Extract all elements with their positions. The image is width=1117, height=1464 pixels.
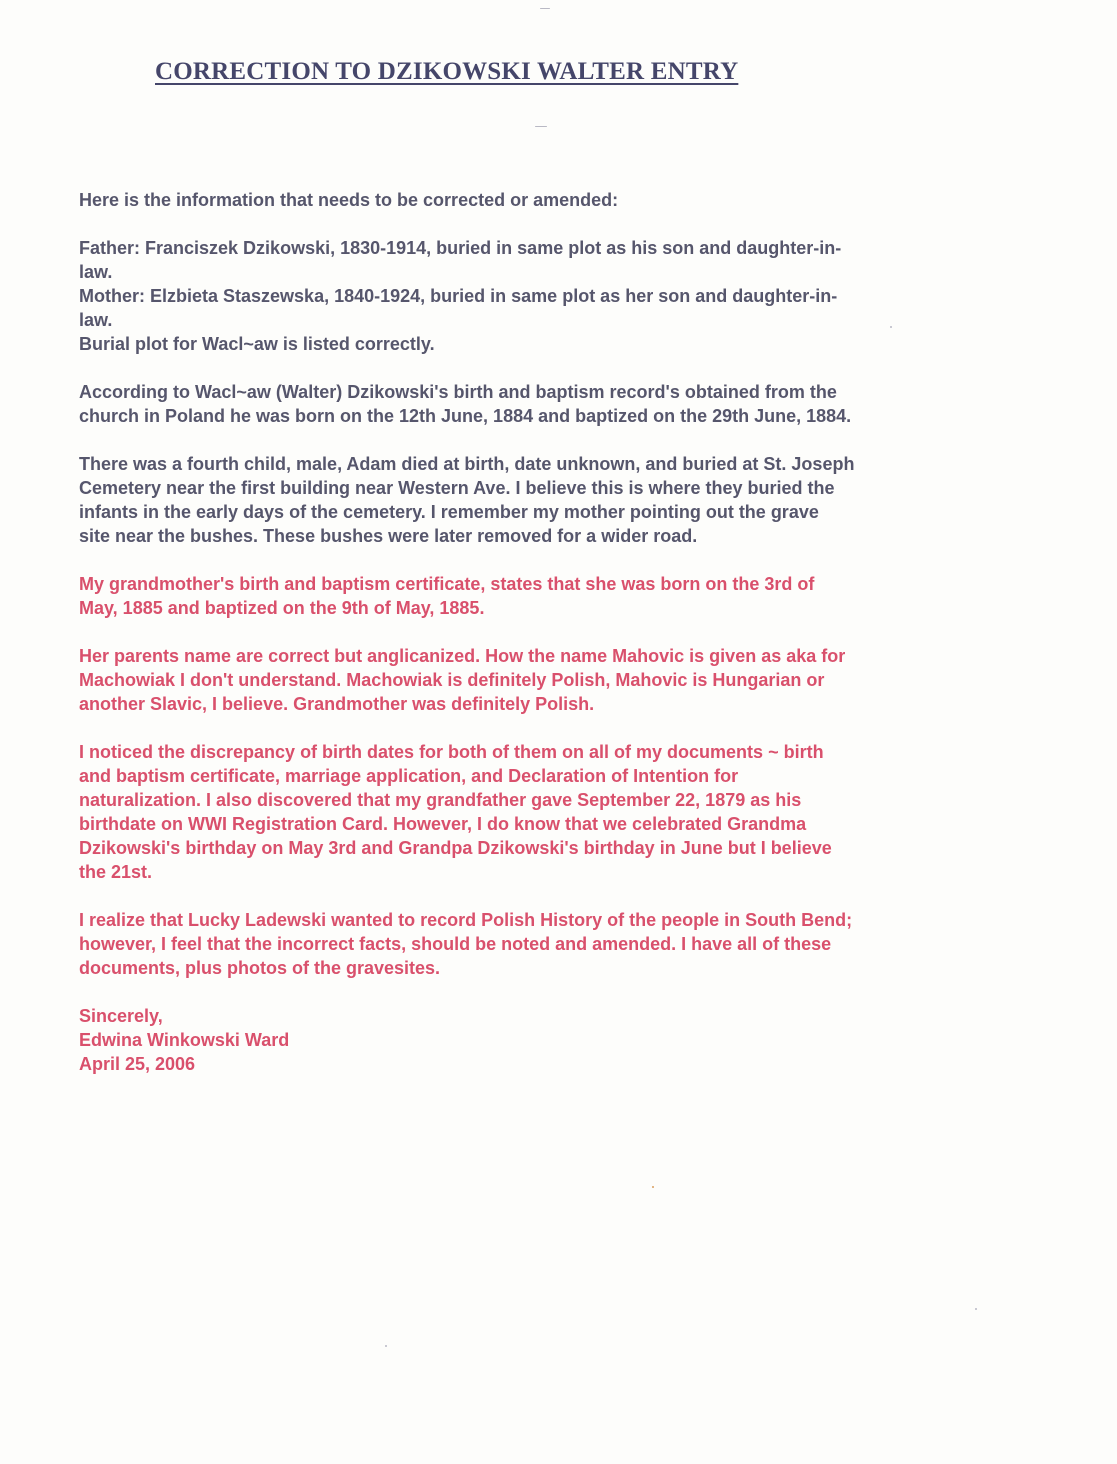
paragraph — [79, 380, 984, 428]
paragraph-line: however, I feel that the incorrect facts, should be noted and amended. I have all of these — [79, 934, 832, 954]
document-title: CORRECTION TO DZIKOWSKI WALTER ENTRY — [155, 58, 739, 85]
scan-speck — [975, 1308, 977, 1310]
letter-body — [79, 188, 984, 1076]
paragraph-gap — [79, 716, 984, 740]
paragraph-gap — [79, 428, 984, 452]
paragraph-line: Sincerely, — [79, 1006, 163, 1026]
paragraph-line: Edwina Winkowski Ward — [79, 1030, 290, 1050]
paragraph-line: April 25, 2006 — [79, 1054, 196, 1074]
paragraph-line: church in Poland he was born on the 12th June, 1884 and baptized on the 29th June, 1884. — [79, 406, 852, 426]
paragraph-gap — [79, 212, 984, 236]
paragraph-line: documents, plus photos of the gravesites. — [79, 958, 441, 978]
paragraph — [79, 452, 984, 548]
paragraph-line: site near the bushes. These bushes were later removed for a wider road. — [79, 526, 698, 546]
paragraph-line: Dzikowski's birthday on May 3rd and Grandpa Dzikowski's birthday in June but I believe — [79, 838, 832, 858]
paragraph-line: Here is the information that needs to be corrected or amended: — [79, 190, 619, 210]
paragraph — [79, 908, 984, 980]
paragraph — [79, 644, 984, 716]
paragraph-line: another Slavic, I believe. Grandmother was definitely Polish. — [79, 694, 595, 714]
paragraph-gap — [79, 884, 984, 908]
paragraph-line: My grandmother's birth and baptism certificate, states that she was born on the 3rd of — [79, 574, 815, 594]
scan-speck — [540, 8, 550, 9]
paragraph-gap — [79, 980, 984, 1004]
paragraph-line: Machowiak I don't understand. Machowiak is definitely Polish, Mahovic is Hungarian or — [79, 670, 825, 690]
scan-speck — [890, 326, 892, 328]
paragraph-line: the 21st. — [79, 862, 153, 882]
paragraph-line: There was a fourth child, male, Adam died at birth, date unknown, and buried at St. Joseph — [79, 454, 855, 474]
paragraph-line: I realize that Lucky Ladewski wanted to record Polish History of the people in South Bend; — [79, 910, 853, 930]
paragraph-line: Cemetery near the first building near Western Ave. I believe this is where they buried the — [79, 478, 835, 498]
paragraph-gap — [79, 356, 984, 380]
scan-speck — [385, 1345, 387, 1347]
paragraph — [79, 740, 984, 884]
paragraph-line: According to Wacl~aw (Walter) Dzikowski's birth and baptism record's obtained from the — [79, 382, 837, 402]
paragraph-line: birthdate on WWI Registration Card. However, I do know that we celebrated Grandma — [79, 814, 807, 834]
paragraph-line: Burial plot for Wacl~aw is listed correctly. — [79, 334, 435, 354]
paragraph-line: I noticed the discrepancy of birth dates for both of them on all of my documents ~ birth — [79, 742, 824, 762]
paragraph-line: May, 1885 and baptized on the 9th of May, 1885. — [79, 598, 485, 618]
paragraph — [79, 1004, 984, 1076]
paragraph-line: infants in the early days of the cemetery. I remember my mother pointing out the grave — [79, 502, 819, 522]
paragraph-line: naturalization. I also discovered that my grandfather gave September 22, 1879 as his — [79, 790, 802, 810]
paragraph-line: Mother: Elzbieta Staszewska, 1840-1924, buried in same plot as her son and daughter-in- — [79, 286, 838, 306]
paragraph-line: Her parents name are correct but anglicanized. How the name Mahovic is given as aka for — [79, 646, 846, 666]
paragraph-line: law. — [79, 310, 113, 330]
paragraph-line: law. — [79, 262, 113, 282]
paragraph-line: Father: Franciszek Dzikowski, 1830-1914, buried in same plot as his son and daughter-in- — [79, 238, 842, 258]
paragraph-gap — [79, 620, 984, 644]
scan-speck — [652, 1186, 654, 1188]
paragraph — [79, 236, 984, 356]
paragraph — [79, 188, 984, 212]
scan-speck — [535, 126, 547, 127]
paragraph — [79, 572, 984, 620]
paragraph-gap — [79, 548, 984, 572]
paragraph-line: and baptism certificate, marriage application, and Declaration of Intention for — [79, 766, 739, 786]
